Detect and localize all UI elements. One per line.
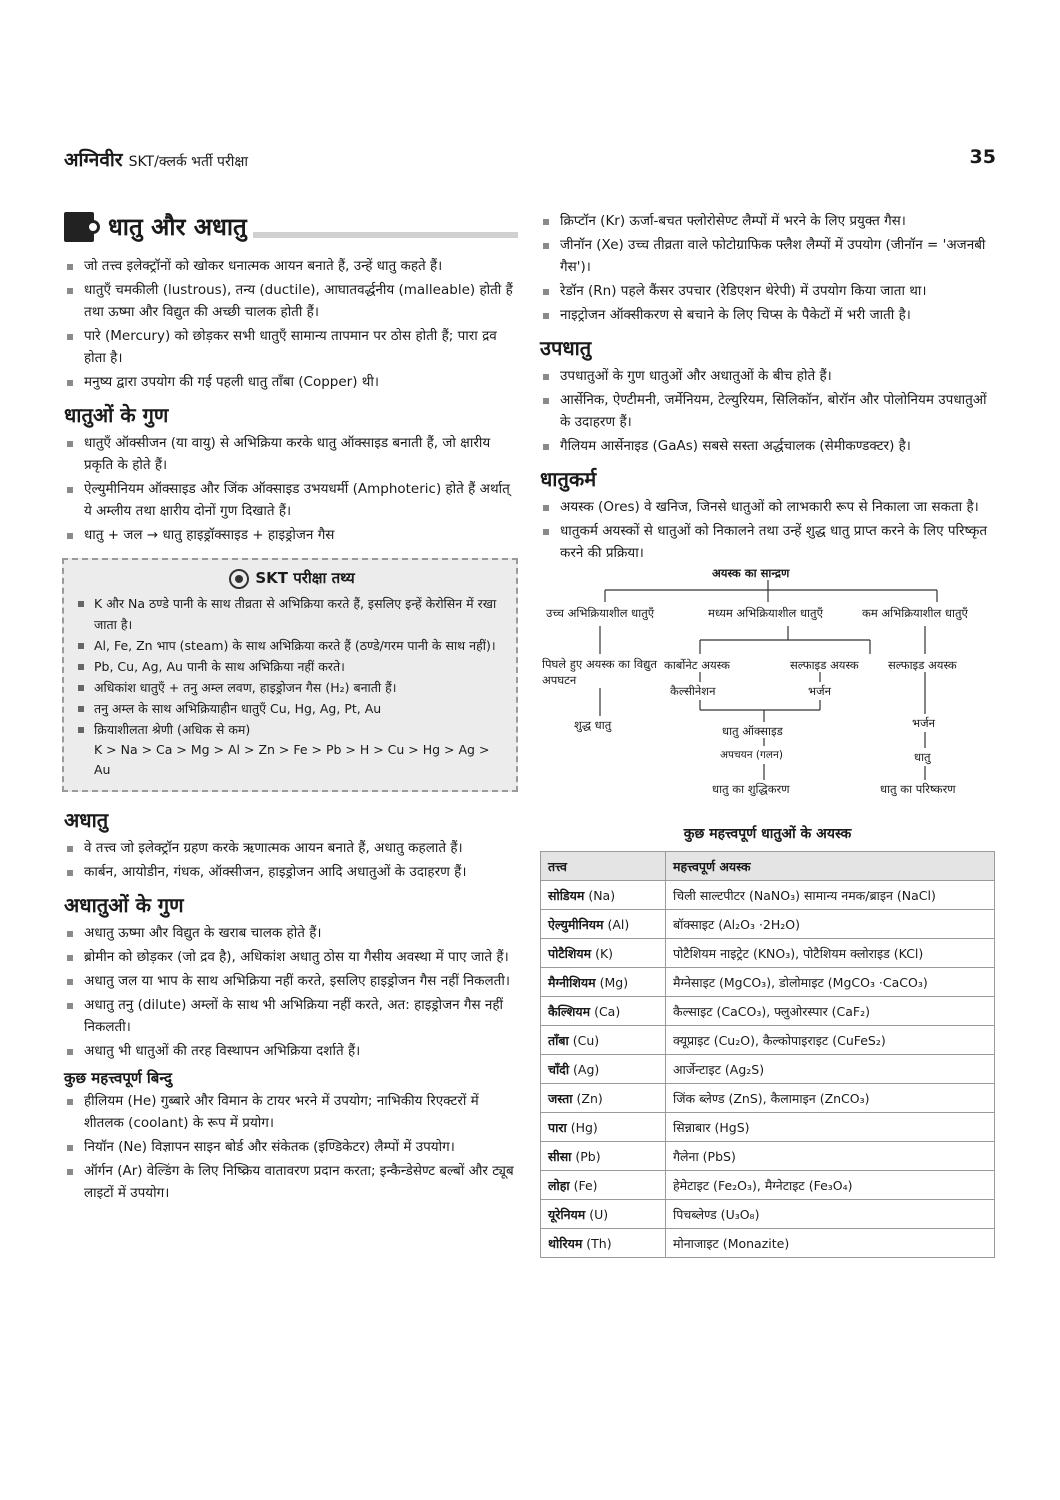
metalloid-list — [540, 365, 995, 457]
ore-cell: जिंक ब्लेण्ड (ZnS), कैलामाइन (ZnCO₃) — [666, 1084, 995, 1113]
section-title: धातुओं के गुण — [64, 403, 169, 427]
page-header — [64, 146, 996, 172]
section-title: अधातुओं के गुण — [64, 892, 184, 917]
element-cell — [541, 939, 666, 968]
element-cell — [541, 1142, 666, 1171]
element-name: पारा — [548, 1119, 567, 1135]
list-item: अधिकांश धातुएँ + तनु अम्ल लवण, हाइड्रोजन गैस (H₂) बनाती हैं। — [78, 677, 506, 698]
list-item: धातुएँ चमकीली (lustrous), तन्य (ductile), आघातवर्द्धनीय (malleable) होती हैं तथा ऊष्मा और विद्युत की अच्छी चालक होती हैं। — [64, 279, 518, 323]
flow-purification: धातु का शुद्धिकरण — [712, 782, 790, 796]
element-name: सीसा — [548, 1148, 572, 1164]
list-item: आर्सेनिक, ऐण्टीमनी, जर्मेनियम, टेल्युरियम, सिलिकॉन, बोरॉन और पोलोनियम उपधातुओं के उदाहरण हैं। — [540, 389, 995, 433]
section-title: अधातु — [64, 807, 109, 832]
list-item: नाइट्रोजन ऑक्सीकरण से बचाने के लिए चिप्स के पैकेटों में भरी जाती है। — [540, 304, 995, 326]
ore-cell: क्यूप्राइट (Cu₂O), कैल्कोपाइराइट (CuFeS₂) — [666, 1026, 995, 1055]
gases-list — [540, 210, 995, 326]
element-cell — [541, 1171, 666, 1200]
list-item: जो तत्त्व इलेक्ट्रॉनों को खोकर धनात्मक आयन बनाते हैं, उन्हें धातु कहते हैं। — [64, 255, 518, 277]
list-item: Al, Fe, Zn भाप (steam) के साथ अभिक्रिया करते हैं (ठण्डे/गरम पानी के साथ नहीं)। — [78, 635, 506, 656]
list-item: अयस्क (Ores) वे खनिज, जिनसे धातुओं को लाभकारी रूप से निकाला जा सकता है। — [540, 496, 995, 518]
table-row — [541, 1055, 995, 1084]
target-icon — [229, 569, 249, 589]
list-item: जीनॉन (Xe) उच्च तीव्रता वाले फोटोग्राफिक फ्लैश लैम्पों में उपयोग (जीनॉन = 'अजनबी गैस')। — [540, 234, 995, 278]
element-symbol: (Th) — [586, 1235, 612, 1251]
list-item: गैलियम आर्सेनाइड (GaAs) सबसे सस्ता अर्द्धचालक (सेमीकण्डक्टर) है। — [540, 435, 995, 457]
element-symbol: (Mg) — [599, 974, 629, 990]
element-cell — [541, 1200, 666, 1229]
left-column — [64, 210, 518, 1206]
flow-refining: धातु का परिष्करण — [880, 782, 956, 796]
table-row — [541, 997, 995, 1026]
flow-root: अयस्क का सान्द्रण — [712, 566, 790, 580]
list-item: पारे (Mercury) को छोड़कर सभी धातुएँ सामान्य तापमान पर ठोस होती हैं; पारा द्रव होता है। — [64, 325, 518, 369]
ore-cell: चिली साल्टपीटर (NaNO₃) सामान्य नमक/ब्राइन (NaCl) — [666, 881, 995, 910]
chapter-title: धातु और अधातु — [108, 213, 247, 241]
element-symbol: (U) — [589, 1206, 609, 1222]
element-name: थोरियम — [548, 1235, 583, 1251]
facts-box-title: SKT परीक्षा तथ्य — [78, 568, 506, 589]
facts-box — [62, 558, 518, 792]
list-item: K और Na ठण्डे पानी के साथ तीव्रता से अभिक्रिया करते हैं, इसलिए इन्हें केरोसिन में रखा जाता है। — [78, 593, 506, 635]
points-list — [64, 1090, 518, 1204]
table-row — [541, 1171, 995, 1200]
element-cell — [541, 968, 666, 997]
flow-high: उच्च अभिक्रियाशील धातुएँ — [546, 606, 655, 620]
flow-low: कम अभिक्रियाशील धातुएँ — [862, 606, 968, 620]
list-item: मनुष्य द्वारा उपयोग की गई पहली धातु ताँबा (Copper) थी। — [64, 371, 518, 393]
ore-cell: आर्जेन्टाइट (Ag₂S) — [666, 1055, 995, 1084]
element-symbol: (Zn) — [576, 1090, 603, 1106]
table-row — [541, 1113, 995, 1142]
element-name: ऐल्युमीनियम — [548, 916, 604, 932]
flow-reduction: अपचयन (गलन) — [720, 749, 783, 761]
flow-metal: धातु — [914, 750, 931, 764]
element-name: पोटैशियम — [548, 945, 592, 961]
element-cell — [541, 881, 666, 910]
table-row — [541, 881, 995, 910]
list-item: ऐल्युमीनियम ऑक्साइड और जिंक ऑक्साइड उभयधर्मी (Amphoteric) होते हैं अर्थात् ये अम्लीय तथा क्षारीय दोनों गुण दिखाते हैं। — [64, 478, 518, 522]
flow-sulphide-2: सल्फाइड अयस्क — [888, 658, 957, 672]
book-brand: अग्निवीर SKT/क्लर्क भर्ती परीक्षा — [64, 149, 249, 171]
reactivity-series: K > Na > Ca > Mg > Al > Zn > Fe > Pb > H > Cu > Hg > Ag > Au — [94, 741, 490, 777]
table-row — [541, 1142, 995, 1171]
element-name: यूरेनियम — [548, 1206, 586, 1222]
element-cell — [541, 1229, 666, 1258]
element-cell — [541, 910, 666, 939]
page-number: 35 — [969, 146, 996, 168]
list-item: अधातु जल या भाप के साथ अभिक्रिया नहीं करते, इसलिए हाइड्रोजन गैस नहीं निकलती। — [64, 970, 518, 992]
flow-electrolytic: पिघले हुए अयस्क का विद्युत अपघटन — [542, 657, 657, 687]
section-title: धातुकर्म — [540, 467, 597, 491]
element-symbol: (Al) — [607, 916, 630, 932]
ore-cell: हेमेटाइट (Fe₂O₃), मैग्नेटाइट (Fe₃O₄) — [666, 1171, 995, 1200]
table-row — [541, 1084, 995, 1113]
list-item: वे तत्त्व जो इलेक्ट्रॉन ग्रहण करके ऋणात्मक आयन बनाते हैं, अधातु कहलाते हैं। — [64, 837, 518, 859]
list-item: नियॉन (Ne) विज्ञापन साइन बोर्ड और संकेतक (इण्डिकेटर) लैम्पों में उपयोग। — [64, 1136, 518, 1158]
flow-calcination: कैल्सीनेशन — [670, 684, 716, 698]
metallurgy-flowchart — [540, 568, 995, 818]
ore-table-body — [541, 881, 995, 1258]
list-item: अधातु भी धातुओं की तरह विस्थापन अभिक्रिया दर्शाते हैं। — [64, 1040, 518, 1062]
list-item: ऑर्गन (Ar) वेल्डिंग के लिए निष्क्रिय वातावरण प्रदान करता; इन्कैन्डेसेण्ट बल्बों और ट्यूब लाइटों में उपयोग। — [64, 1160, 518, 1204]
flow-carbonate: कार्बोनेट अयस्क — [664, 658, 730, 672]
element-symbol: (Fe) — [573, 1177, 598, 1193]
list-item: तनु अम्ल के साथ अभिक्रियाहीन धातुएँ Cu, Hg, Ag, Pt, Au — [78, 698, 506, 719]
flow-roasting-2: भर्जन — [912, 716, 935, 730]
ore-table — [540, 851, 995, 1258]
list-item: अधातु तनु (dilute) अम्लों के साथ भी अभिक्रिया नहीं करते, अत: हाइड्रोजन गैस नहीं निकलती। — [64, 994, 518, 1038]
table-row — [541, 910, 995, 939]
element-symbol: (Hg) — [570, 1119, 598, 1135]
list-item: उपधातुओं के गुण धातुओं और अधातुओं के बीच होते हैं। — [540, 365, 995, 387]
flow-pure-metal: शुद्ध धातु — [574, 718, 612, 732]
ore-cell: गैलेना (PbS) — [666, 1142, 995, 1171]
list-item: धातुकर्म अयस्कों से धातुओं को निकालने तथा उन्हें शुद्ध धातु प्राप्त करने के लिए परिष्कृत करने की प्रक्रिया। — [540, 520, 995, 564]
table-row — [541, 1200, 995, 1229]
column-header: तत्त्व — [541, 852, 666, 881]
element-symbol: (Na) — [588, 887, 616, 903]
list-item: Pb, Cu, Ag, Au पानी के साथ अभिक्रिया नहीं करते। — [78, 656, 506, 677]
nonmetal-props-list — [64, 922, 518, 1062]
list-item: कार्बन, आयोडीन, गंधक, ऑक्सीजन, हाइड्रोजन आदि अधातुओं के उदाहरण हैं। — [64, 861, 518, 883]
element-cell — [541, 1055, 666, 1084]
element-name: सोडियम — [548, 887, 585, 903]
right-column — [540, 210, 995, 1258]
chapter-marker-icon — [64, 212, 94, 242]
ore-table-title: कुछ महत्त्वपूर्ण धातुओं के अयस्क — [683, 826, 852, 842]
table-row — [541, 939, 995, 968]
flow-sulphide-1: सल्फाइड अयस्क — [790, 658, 859, 672]
facts-list — [78, 593, 506, 740]
ore-cell: मैग्नेसाइट (MgCO₃), डोलोमाइट (MgCO₃ ·CaCO₃) — [666, 968, 995, 997]
list-item: क्रियाशीलता श्रेणी (अधिक से कम) — [78, 719, 506, 740]
element-symbol: (Pb) — [575, 1148, 601, 1164]
ore-cell: सिन्नाबार (HgS) — [666, 1113, 995, 1142]
list-item: अधातु ऊष्मा और विद्युत के खराब चालक होते हैं। — [64, 922, 518, 944]
element-symbol: (K) — [595, 945, 614, 961]
element-name: ताँबा — [548, 1032, 569, 1048]
table-row — [541, 968, 995, 997]
element-cell — [541, 1084, 666, 1113]
element-name: जस्ता — [548, 1090, 573, 1106]
ore-cell: बॉक्साइट (Al₂O₃ ·2H₂O) — [666, 910, 995, 939]
ore-cell: पिचब्लेण्ड (U₃O₈) — [666, 1200, 995, 1229]
ore-cell: पोटैशियम नाइट्रेट (KNO₃), पोटैशियम क्लोराइड (KCl) — [666, 939, 995, 968]
section-title: उपधातु — [540, 336, 592, 360]
element-name: लोहा — [548, 1177, 570, 1193]
element-name: मैग्नीशियम — [548, 974, 596, 990]
ore-cell: कैल्साइट (CaCO₃), फ्लुओरस्पार (CaF₂) — [666, 997, 995, 1026]
element-name: कैल्शियम — [548, 1003, 591, 1019]
column-header: महत्त्वपूर्ण अयस्क — [666, 852, 995, 881]
table-row — [541, 1026, 995, 1055]
flow-roasting-1: भर्जन — [808, 684, 831, 698]
list-item: क्रिप्टॉन (Kr) ऊर्जा-बचत फ्लोरोसेण्ट लैम्पों में भरने के लिए प्रयुक्त गैस। — [540, 210, 995, 232]
ore-cell: मोनाजाइट (Monazite) — [666, 1229, 995, 1258]
chapter-heading — [64, 210, 518, 243]
chapter-rule — [253, 232, 518, 238]
metallurgy-list — [540, 496, 995, 564]
table-row — [541, 1229, 995, 1258]
element-symbol: (Cu) — [572, 1032, 600, 1048]
element-cell — [541, 1113, 666, 1142]
list-item: हीलियम (He) गुब्बारे और विमान के टायर भरने में उपयोग; नाभिकीय रिएक्टरों में शीतलक (coolant) के रूप में प्रयोग। — [64, 1090, 518, 1134]
intro-list — [64, 255, 518, 393]
nonmetal-list — [64, 837, 518, 883]
element-name: चाँदी — [548, 1061, 570, 1077]
list-item: ब्रोमीन को छोड़कर (जो द्रव है), अधिकांश अधातु ठोस या गैसीय अवस्था में पाए जाते हैं। — [64, 946, 518, 968]
element-symbol: (Ag) — [573, 1061, 600, 1077]
list-item: धातु + जल → धातु हाइड्रॉक्साइड + हाइड्रोजन गैस — [64, 524, 518, 546]
element-cell — [541, 1026, 666, 1055]
flow-mid: मध्यम अभिक्रियाशील धातुएँ — [708, 606, 823, 620]
metal-props-list — [64, 432, 518, 546]
list-item: धातुएँ ऑक्सीजन (या वायु) से अभिक्रिया करके धातु ऑक्साइड बनाती हैं, जो क्षारीय प्रकृति के होते हैं। — [64, 432, 518, 476]
flow-oxide: धातु ऑक्साइड — [722, 724, 783, 738]
element-symbol: (Ca) — [594, 1003, 621, 1019]
subsection-title: कुछ महत्त्वपूर्ण बिन्दु — [64, 1068, 172, 1087]
book-subtitle: SKT/क्लर्क भर्ती परीक्षा — [128, 154, 249, 170]
table-header-row — [541, 852, 995, 881]
list-item: रेडॉन (Rn) पहले कैंसर उपचार (रेडिएशन थेरेपी) में उपयोग किया जाता था। — [540, 280, 995, 302]
element-cell — [541, 997, 666, 1026]
